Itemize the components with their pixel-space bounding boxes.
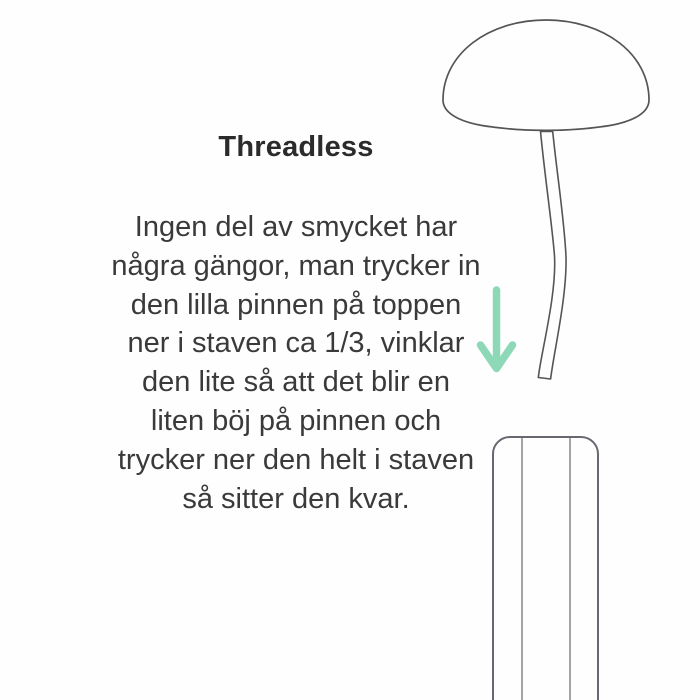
description-line: ner i staven ca 1/3, vinklar bbox=[127, 327, 465, 360]
description-line: så sitter den kvar. bbox=[182, 482, 410, 515]
page-title: Threadless bbox=[218, 131, 374, 163]
jewelry-top-dome bbox=[443, 20, 649, 130]
description-line: den lilla pinnen på toppen bbox=[130, 288, 462, 321]
description-line: liten böj på pinnen och bbox=[150, 404, 442, 437]
description-line: den lite så att det blir en bbox=[142, 366, 450, 399]
jewelry-bent-pin bbox=[538, 132, 566, 380]
down-arrow-icon bbox=[481, 290, 513, 369]
description-line: trycker ner den helt i staven bbox=[117, 443, 475, 476]
description-line: Ingen del av smycket har bbox=[134, 211, 458, 243]
jewelry-post bbox=[493, 437, 598, 700]
description-line: några gängor, man trycker in bbox=[111, 249, 481, 282]
